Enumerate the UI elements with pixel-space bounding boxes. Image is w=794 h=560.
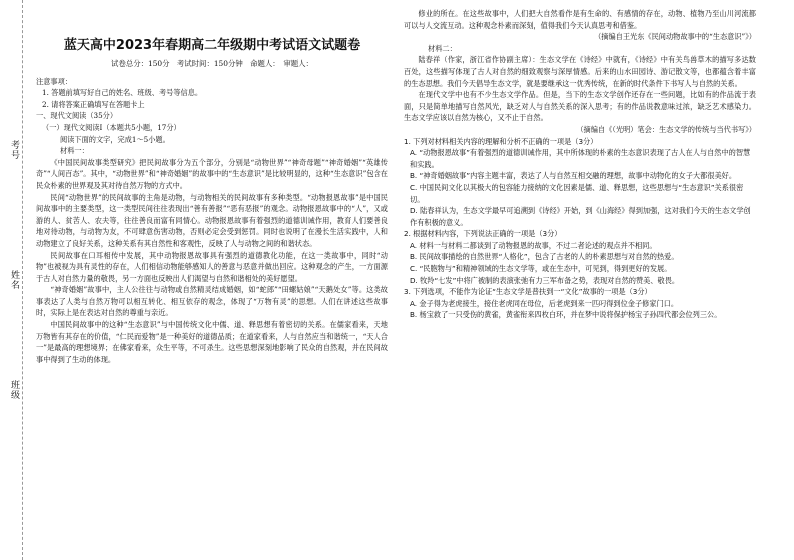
question-3-option-a: A. 金子得为老虎接生，接住老虎同在母位，后老虎到来一匹叼得到位金子修家门口。 bbox=[410, 298, 679, 308]
question-2-option-a: A. 材料一与材料二都谈到了动物报恩的故事，不过二者论述的观点并不相同。 bbox=[410, 240, 657, 250]
question-2-option-c: C. “民胞物与”和精神领域的生态文学等，或在生态中，可见到，得到更好的发展。 bbox=[410, 264, 672, 274]
material-2-label: 材料二： bbox=[428, 43, 457, 53]
right-paragraph-2: 在现代文学中也有不少生态文学作品。但是，当下的生态文学创作还存在一些问题，比如有的作品流于表面，只是简单地描写自然风光，缺乏对人与自然关系的深入思考；有的作品说教意味过浓，缺乏艺术感染力。生态文学应该以自然为核心，又不止于自然。 bbox=[404, 90, 756, 123]
citation-1: （摘编自王光东《民间动物故事中的“生态意识”》） bbox=[594, 32, 756, 42]
paragraph-4: “神奇婚姻”故事中，主人公往往与动物或自然精灵结成婚姻，如“蛇郎”“田螺姑娘”“天鹅处女”等。这类故事表达了人类与自然万物可以相互转化、相互依存的观念，体现了“万物有灵”的思想。人们在讲述这些故事时，实际上是在表达对自然的尊重与亲近。 bbox=[36, 285, 388, 318]
material-1-label: 材料一： bbox=[60, 146, 89, 156]
right-column bbox=[404, 8, 756, 321]
paragraph-3: 民间故事在口耳相传中发展，其中动物报恩故事具有强烈的道德教化功能，在这一类故事中，同时“动物”也被视为具有灵性的存在，人们相信动物能够感知人的善意与恶意并做出回应。这种观念的产生，一方面源于古人对自然力量的敬畏，另一方面也反映出人们渴望与自然和谐相处的美好愿望。 bbox=[36, 250, 388, 283]
exam-title: 蓝天高中2023年春期高二年级期中考试语文试题卷 bbox=[63, 38, 361, 53]
question-2-option-d: D. 牧羚“七发”中将广被制的表演张弛有力三军布备之势，表现对自然的赞美、敬畏。 bbox=[410, 275, 680, 285]
citation-2: （摘编自《（光明）笔会：生态文学的传统与当代书写》） bbox=[576, 124, 756, 134]
question-2: 2. 根据材料内容，下列说法正确的一项是（3分） bbox=[404, 229, 562, 239]
question-1-option-c: C. 中国民间文化以其极大的包容能力接纳的文化因素是儒、道、释思想，这些思想与“生态意识”关系很密切。 bbox=[410, 182, 744, 204]
left-column bbox=[36, 8, 388, 365]
right-paragraph-top: 修业的所在。在这些故事中，人们把大自然看作是有生命的、有感情的存在，动物、植物乃至山川河流都可以与人交流互动。这种观念朴素而深刻，值得我们今天认真思考和借鉴。 bbox=[404, 9, 756, 30]
instruction: 阅读下面的文字，完成1～5小题。 bbox=[60, 134, 170, 144]
right-paragraph-1: 陆春祥（作家，浙江省作协副主席）：生态文学在《诗经》中就有，《诗经》中有关鸟兽草木的描写多达数百处，这些描写体现了古人对自然的细致观察与深厚情感。后来的山水田园诗、游记散文等，也都蕴含着丰富的生态思想。我们今天倡导生态文学，就是要继承这一优秀传统，在新的时代条件下书写人与自然的关系。 bbox=[404, 55, 756, 88]
exam-info: 试卷总分：150分 考试时间：150分钟 命题人： 审题人： bbox=[111, 59, 313, 68]
question-3: 3. 下列选项，不能作为论证“生态文学是普扶到一“文化”故事的一项是（3分） bbox=[404, 287, 652, 297]
question-1-option-a: A. “动物报恩故事”有着强烈的道德训诫作用，其中所体现的朴素的生态意识表现了古人在人与自然中的智慧和实践。 bbox=[410, 148, 751, 169]
question-2-option-b: B. 民间故事描绘的自然世界“人格化”，包含了古老的人的朴素思想与对自然的热爱。 bbox=[410, 252, 679, 262]
question-1: 1. 下列对材料相关内容的理解和分析不正确的一项是（3分） bbox=[404, 136, 598, 146]
binding-margin bbox=[0, 0, 30, 560]
name-label: 姓名 bbox=[9, 270, 19, 290]
note-1: 1. 答题前填写好自己的姓名、班级、考号等信息。 bbox=[42, 88, 203, 98]
question-3-option-b: B. 杨宝救了一只受伤的黄雀，黄雀衔来四枚白环，并在梦中说将保护杨宝子孙四代都会位列三公。 bbox=[410, 310, 722, 320]
paragraph-2: 民间“动物世界”的民间故事的主角是动物，与动物相关的民间故事有多种类型。“动物报恩故事”是中国民间故事中的主要类型，这一类型民间往往表现出“善有善报”“恶有恶报”的观念。动物报恩故事中的“人”，又或游的人、贫苦人、农夫等，往往善良而富有同情心。动物报恩故事有着强烈的道德训诫作用，教育人们要善良地对待动物，与动物为友，不可肆意伤害动物，否则必定会受到惩罚。同时也说明了在漫长生活实践中，人和动物建立了良好关系，这种关系有其自然性和客观性，反映了人与动物之间的和谐状态。 bbox=[36, 192, 388, 248]
section-heading: 一、现代文阅读（35分） bbox=[36, 111, 118, 121]
notes-heading: 注意事项： bbox=[36, 76, 72, 86]
class-label: 班级 bbox=[9, 380, 19, 400]
note-2: 2. 请将答案正确填写在答题卡上 bbox=[42, 99, 145, 109]
paragraph-1: 《中国民间故事类型研究》把民间故事分为五个部分，分别是“动物世界”“神奇母题”“神奇婚姻”“英雄传奇”“人间百态”。其中，“动物世界”和“神奇婚姻”的故事中的“生态意识”是比较明显的，这种“生态意识”包含在民众朴素的世界观及其对待自然万物的方式中。 bbox=[36, 157, 388, 190]
question-1-option-d: D. 陆春祥认为，生态文学最早可追溯到《诗经》开始，到《山海经》得到加强，这对我们今天的生态文学创作有积极的意义。 bbox=[410, 206, 751, 227]
binding-line bbox=[22, 0, 23, 560]
question-1-option-b: B. “神奇婚姻故事”内容主题丰富，表达了人与自然互相交融的理想，故事中动物化的女子大都很美好。 bbox=[410, 171, 737, 181]
subsection-heading: （一）现代文阅读Ⅰ（本题共5小题，17分） bbox=[42, 122, 181, 132]
exam-number-label: 考号 bbox=[9, 140, 19, 160]
paragraph-5: 中国民间故事中的这种“生态意识”与中国传统文化中儒、道、释思想有着密切的关系。在儒家看来，天地万物皆有其存在的价值，“仁民而爱物”是一种美好的道德品质；在道家看来，人与自然应当和谐统一，“天人合一”是最高的理想境界；在佛家看来，众生平等，不可杀生。这些思想深刻地影响了民众的自然观，并在民间故事中得到了生动的体现。 bbox=[36, 320, 388, 364]
